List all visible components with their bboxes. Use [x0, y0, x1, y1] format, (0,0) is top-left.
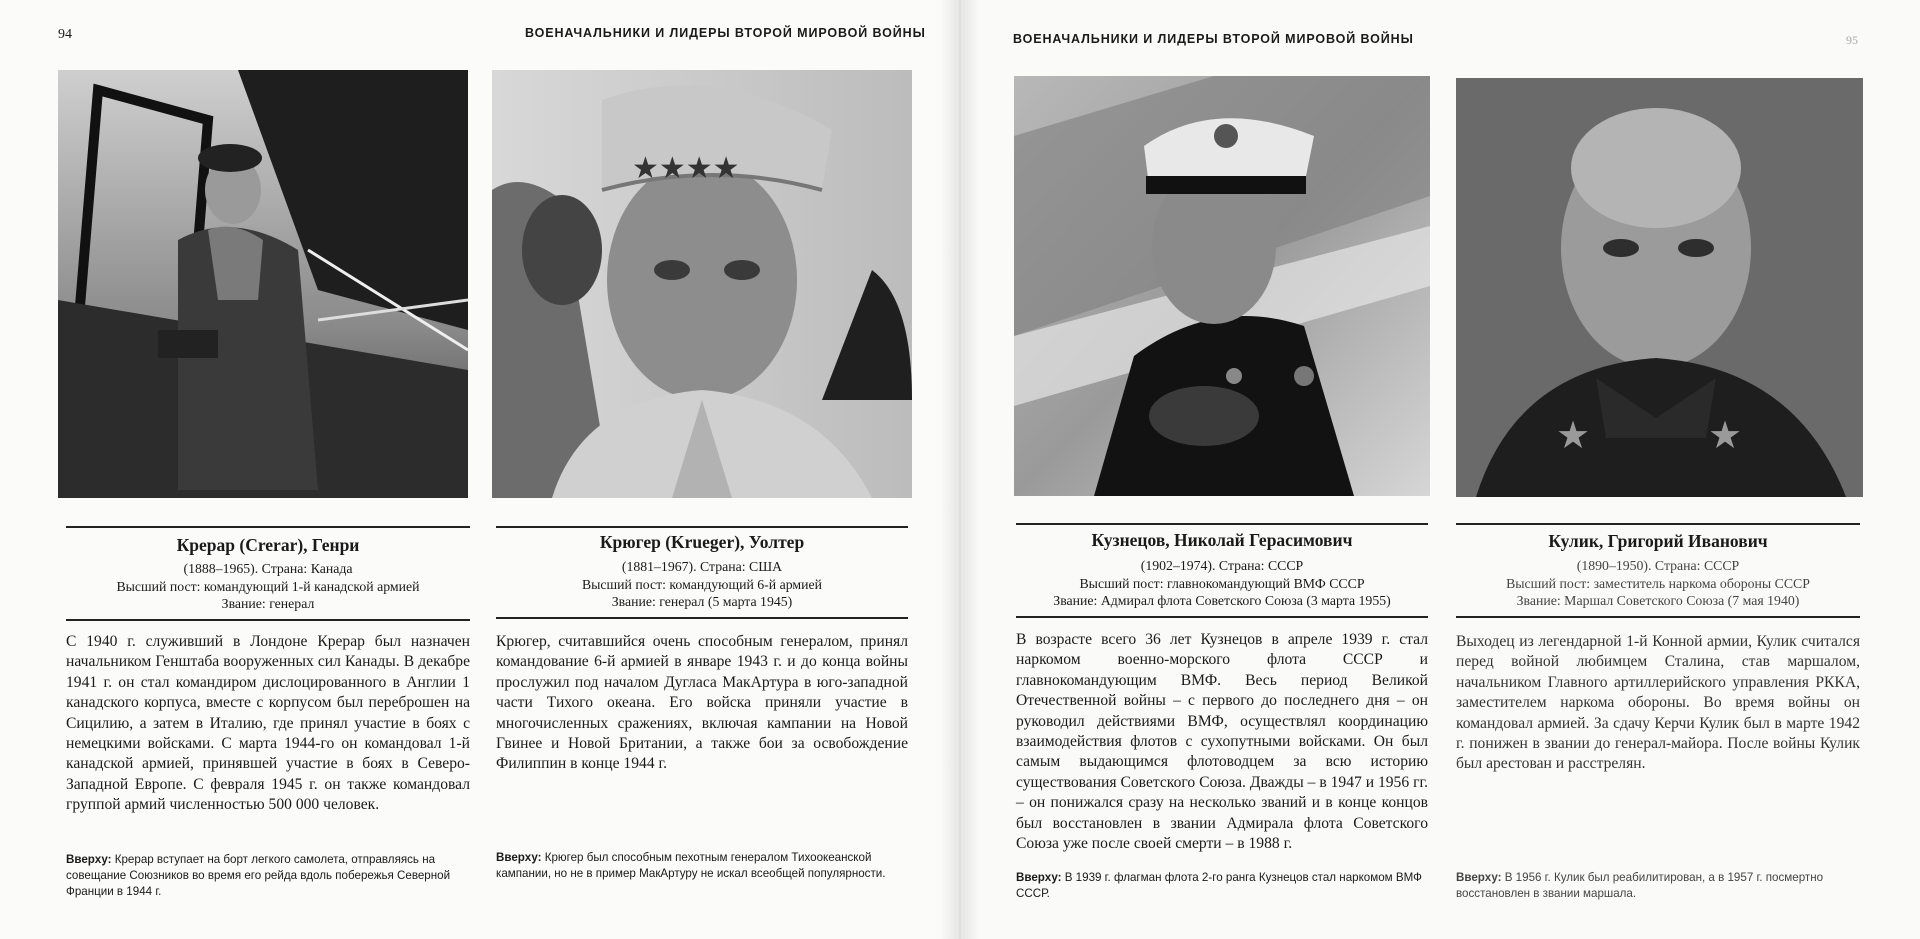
caption-text: В 1939 г. флагман флота 2-го ранга Кузнецов стал наркомом ВМФ СССР.: [1016, 871, 1422, 900]
entry-rank: Звание: Маршал Советского Союза (7 мая 1940): [1516, 593, 1800, 608]
entry-post: Высший пост: главнокомандующий ВМФ СССР: [1079, 575, 1365, 591]
entry-top-rule: [496, 526, 908, 528]
entry-years-country: (1890–1950). Страна: СССР: [1576, 558, 1740, 573]
entry-body-text: В возрасте всего 36 лет Кузнецов в апреле 1939 г. стал наркомом военно-морского флота СССР и главнокомандующим ВМФ. Весь период Великой Отечественной войны – с первого до последнего дня – он руководил действиями ВМФ, осуществлял координацию взаимодействия флотов с сухопутными войсками. Он был самым выдающимся флотоводцем за всю историю существования Советского Союза. Дважды – в 1947 и 1956 гг. – он понижался сразу на несколько званий и в конце концов был восстановлен в звании Адмирала флота Советского Союза уже после своей смерти – в 1988 г.: [1016, 631, 1428, 853]
photo-caption: [496, 850, 908, 882]
kuznetsov-portrait-photo: [1014, 76, 1430, 496]
krueger-portrait-photo: [492, 70, 912, 498]
caption-text: В 1956 г. Кулик был реабилитирован, а в 1957 г. посмертно восстановлен в звании маршала.: [1456, 871, 1824, 900]
svg-text:★: ★: [1708, 413, 1743, 457]
entry-bottom-rule: [66, 619, 470, 621]
svg-text:★: ★: [1556, 413, 1591, 457]
left-page-number: 94: [58, 27, 72, 42]
entry-name: Крерар (Crerar), Генри: [176, 535, 360, 555]
entry-bottom-rule: [1456, 616, 1860, 618]
photo-caption: [1456, 870, 1860, 902]
crerar-portrait-photo: [58, 70, 468, 498]
photo-caption: [66, 852, 470, 900]
entry-name: Крюгер (Krueger), Уолтер: [599, 532, 805, 552]
entry-years-country: (1902–1974). Страна: СССР: [1140, 558, 1304, 573]
entry-body-text: Выходец из легендарной 1-й Конной армии, Кулик считался перед войной любимцем Сталина, став маршалом, начальником Главного артиллерийского управления РККА, заместителем наркома обороны. Во время войны он командовал армией. За сдачу Керчи Кулик был в марте 1942 г. понижен в звании до генерал-майора. После войны Кулик был арестован и расстрелян.: [1456, 633, 1860, 773]
entry-post: Высший пост: командующий 6-й армией: [581, 576, 823, 592]
entry-post: Высший пост: командующий 1-й канадской армией: [116, 578, 420, 594]
entry-bottom-rule: [1016, 616, 1428, 618]
caption-label: Вверху:: [496, 851, 542, 864]
entry-meta: [66, 560, 470, 613]
entry-top-rule: [1456, 523, 1860, 525]
caption-label: Вверху:: [66, 853, 112, 866]
svg-text:★★★★: ★★★★: [632, 151, 740, 186]
entry-body-text: Крюгер, считавшийся очень способным генералом, принял командование 6-й армией в январе 1943 г. и до конца войны прослужил под началом Дугласа МакАртура в юго-западной части Тихого океана. Его войска приняли участие в многочисленных сражениях, включая кампании на Новой Гвинее и Новой Британии, а также бои за освобождение Филиппин в конце 1944 г.: [496, 633, 908, 773]
caption-label: Вверху:: [1016, 871, 1062, 884]
entry-post: Высший пост: заместитель наркома обороны СССР: [1506, 575, 1810, 591]
entry-rank: Звание: генерал (5 марта 1945): [611, 594, 793, 609]
left-running-head: ВОЕНАЧАЛЬНИКИ И ЛИДЕРЫ ВТОРОЙ МИРОВОЙ ВОЙНЫ: [525, 26, 926, 40]
entry-years-country: (1888–1965). Страна: Канада: [183, 561, 353, 576]
caption-text: Крюгер был способным пехотным генералом Тихоокеанской кампании, но не в пример МакАртуру не искал всеобщей популярности.: [496, 851, 886, 880]
entry-meta: [496, 558, 908, 611]
caption-label: Вверху:: [1456, 871, 1502, 884]
right-page-number: 95: [1846, 33, 1858, 47]
entry-name: Кузнецов, Николай Герасимович: [1091, 530, 1353, 550]
entry-bottom-rule: [496, 617, 908, 619]
entry-body-text: С 1940 г. служивший в Лондоне Крерар был назначен начальником Генштаба вооруженных сил Канады. В декабре 1941 г. он стал командиром дислоцированного в Англии 1 канадского корпуса, вместе с корпусом был переброшен на Сицилию, а затем в Италию, где принял участие в боях с немецкими войсками. С марта 1944-го он командовал 1-й канадской армией, принявшей участие в боях в Северо-Западной Европе. С февраля 1945 г. он также командовал группой армий численностью 500 000 человек.: [66, 633, 470, 814]
entry-name: Кулик, Григорий Иванович: [1548, 531, 1768, 551]
photo-caption: [1016, 870, 1428, 902]
kulik-portrait-photo: [1456, 78, 1863, 497]
book-gutter: [940, 0, 980, 939]
caption-text: Крерар вступает на борт легкого самолета, отправляясь на совещание Союзников во время его рейда вдоль побережья Северной Франции в 1944 г.: [66, 853, 451, 898]
entry-years-country: (1881–1967). Страна: США: [621, 559, 783, 574]
entry-rank: Звание: Адмирал флота Советского Союза (3 марта 1955): [1053, 593, 1391, 608]
entry-meta: [1456, 557, 1860, 610]
entry-top-rule: [66, 526, 470, 528]
entry-rank: Звание: генерал: [221, 596, 315, 611]
entry-top-rule: [1016, 523, 1428, 525]
right-running-head: ВОЕНАЧАЛЬНИКИ И ЛИДЕРЫ ВТОРОЙ МИРОВОЙ ВОЙНЫ: [1013, 32, 1414, 46]
entry-meta: [1016, 557, 1428, 610]
